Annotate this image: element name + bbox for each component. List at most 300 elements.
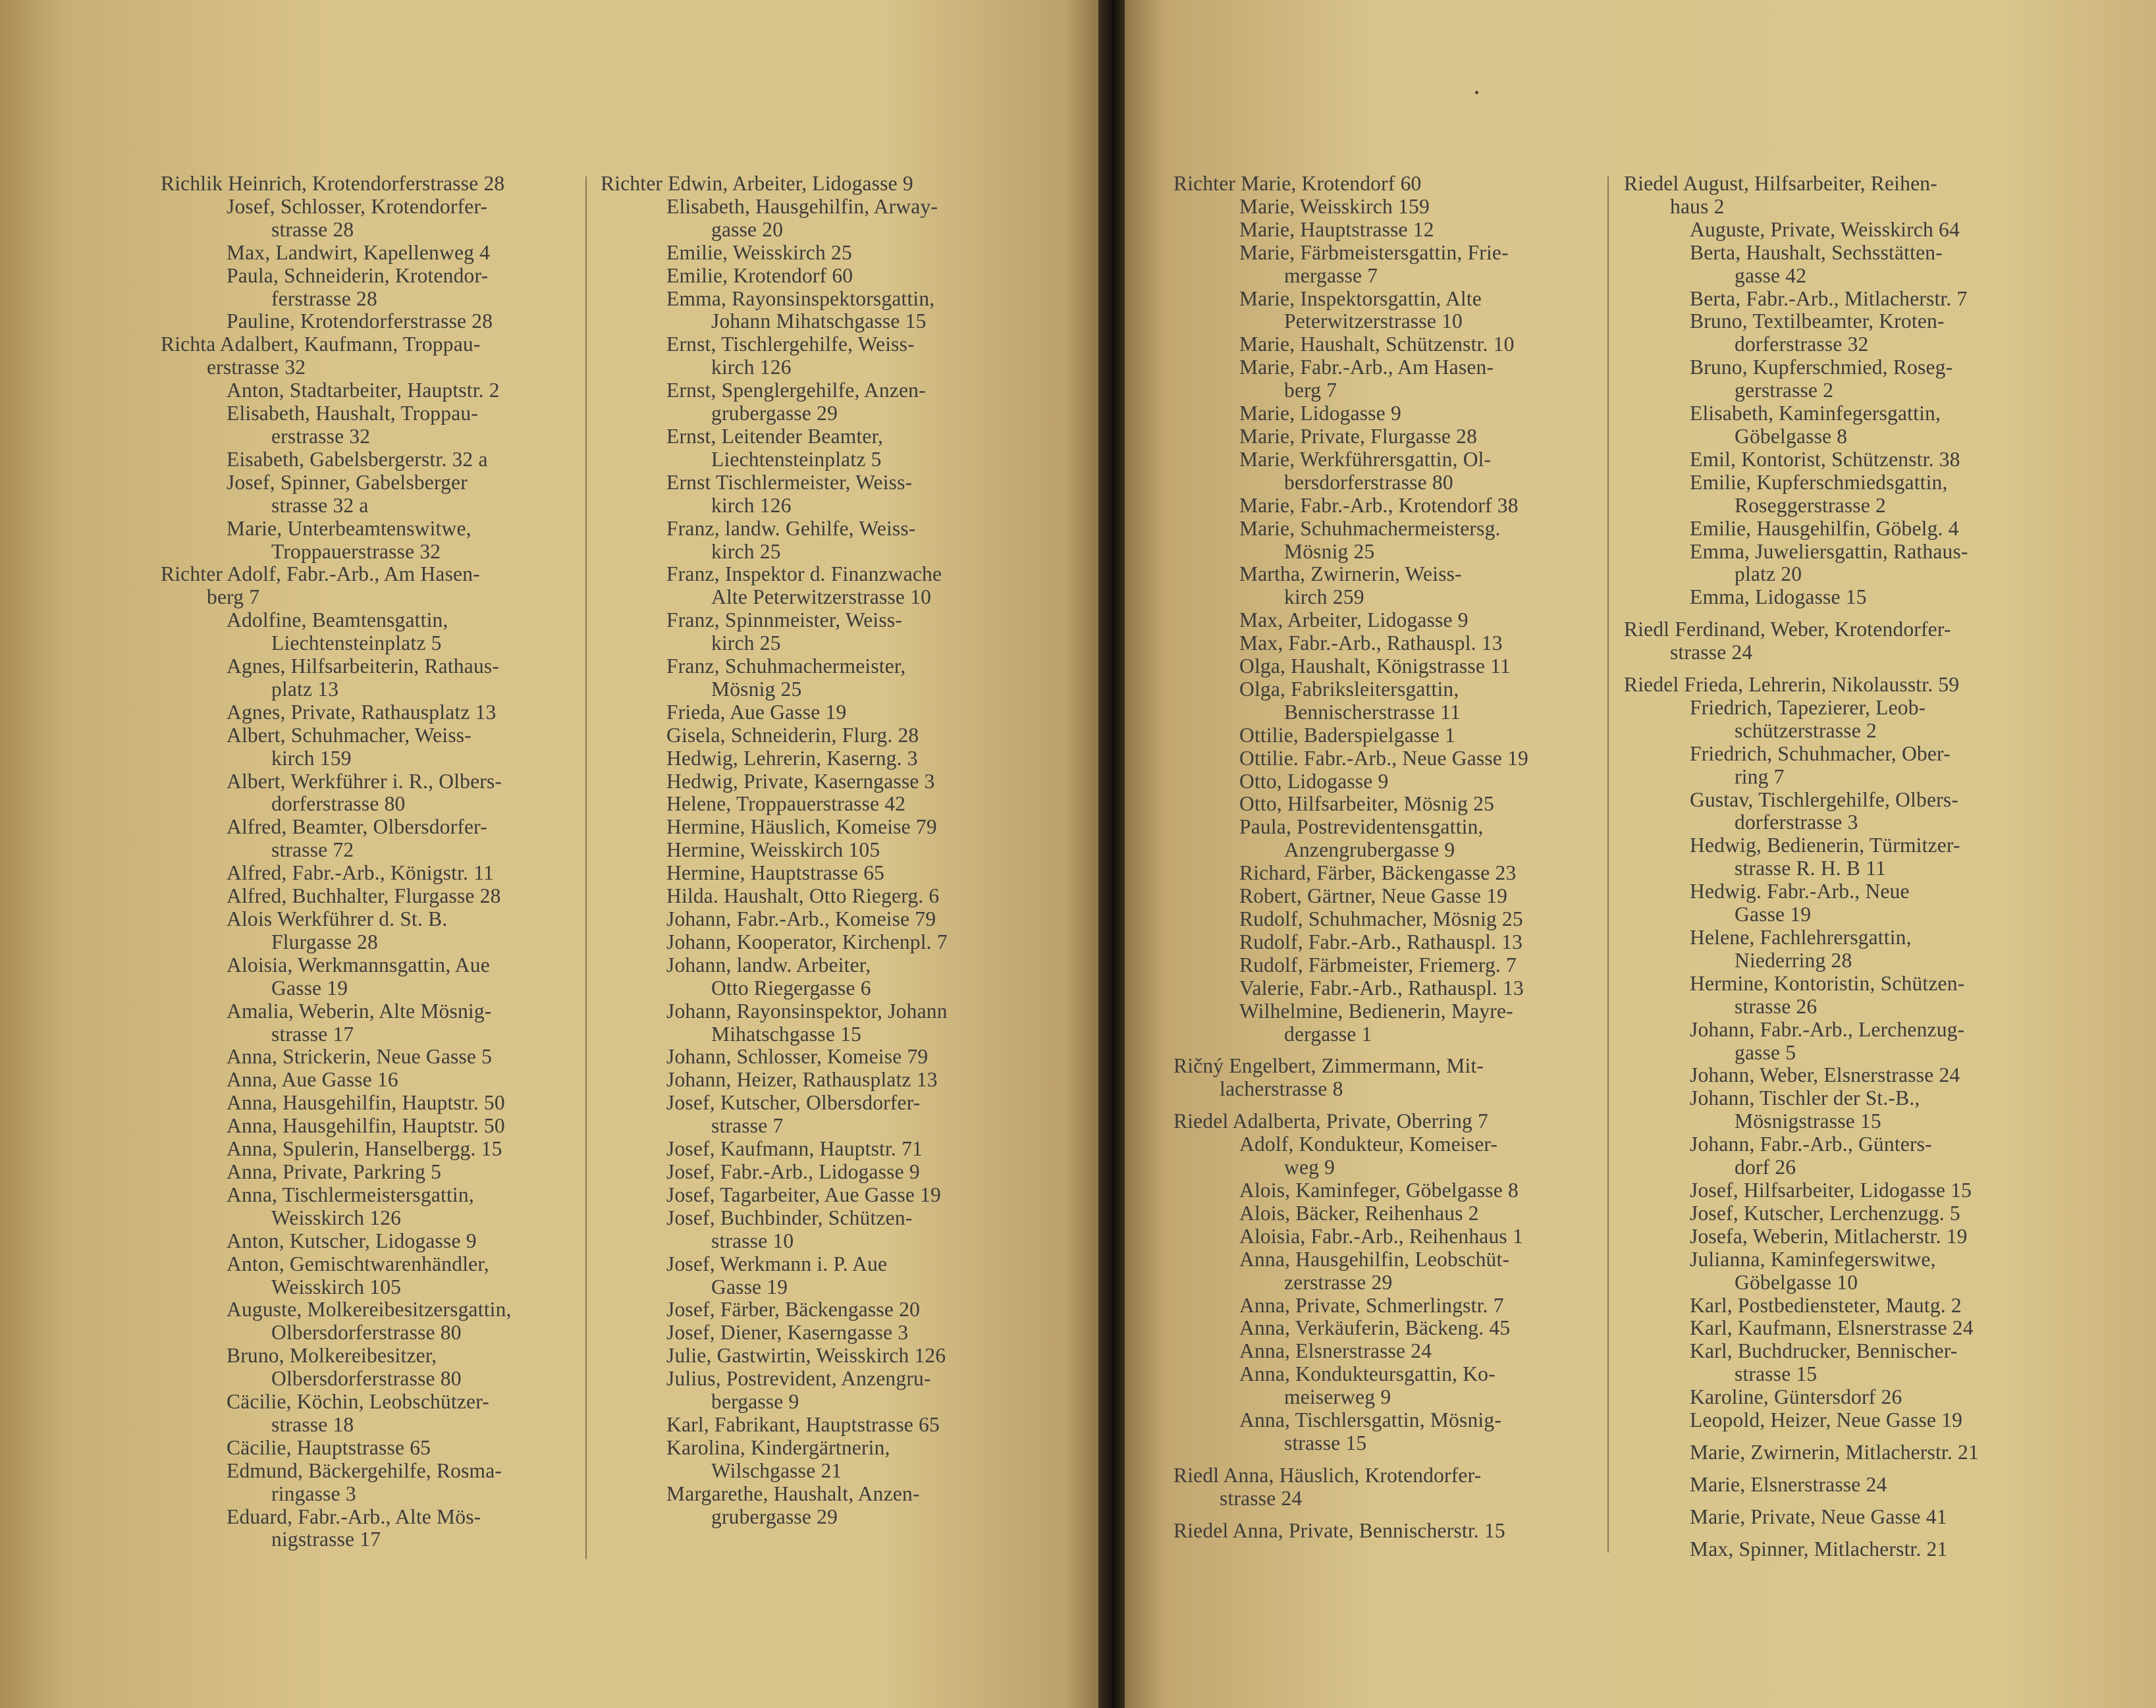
directory-entry-surname xyxy=(1624,173,2045,219)
directory-entry xyxy=(601,333,1032,379)
entry-line: Anton, Stadtarbeiter, Hauptstr. 2 xyxy=(227,379,500,402)
directory-entry xyxy=(601,518,1032,564)
entry-continuation: strasse 32 a xyxy=(271,493,369,517)
entry-line: Marie, Inspektorsgattin, Alte xyxy=(1239,286,1482,310)
directory-entry xyxy=(161,196,582,242)
directory-entry xyxy=(1173,448,1595,494)
entry-line: Olga, Fabriksleitersgattin, xyxy=(1239,677,1459,701)
entry-line: Richard, Färber, Bäckengasse 23 xyxy=(1239,861,1517,885)
directory-entry xyxy=(601,1092,1032,1138)
directory-entry xyxy=(161,1460,582,1506)
directory-entry xyxy=(161,379,582,402)
directory-entry xyxy=(161,1138,582,1161)
entry-line: Rudolf, Schuhmacher, Mösnig 25 xyxy=(1239,907,1523,930)
entry-line: Josef, Diener, Kaserngasse 3 xyxy=(666,1321,909,1345)
directory-entry xyxy=(1173,288,1595,334)
entry-continuation: gasse 20 xyxy=(711,217,784,241)
entry-continuation: Otto Riegergasse 6 xyxy=(711,976,871,1000)
entry-continuation: meiserweg 9 xyxy=(1284,1385,1391,1409)
entry-line: Max, Landwirt, Kapellenweg 4 xyxy=(227,240,491,264)
entry-line: Anna, Tischlermeistersgattin, xyxy=(227,1183,474,1206)
entry-continuation: Peterwitzerstrasse 10 xyxy=(1284,309,1463,333)
entry-line: Josef, Kutscher, Lerchenzugg. 5 xyxy=(1690,1201,1960,1225)
entry-line: Johann, Heizer, Rathausplatz 13 xyxy=(666,1068,938,1092)
entry-line: Julie, Gastwirtin, Weisskirch 126 xyxy=(666,1344,946,1368)
directory-entry xyxy=(1173,1294,1595,1318)
entry-continuation: kirch 25 xyxy=(711,631,781,655)
entry-continuation: strasse 10 xyxy=(711,1229,794,1252)
directory-entry xyxy=(601,563,1032,609)
directory-entry xyxy=(601,701,1032,724)
entry-line: Riedel Frieda, Lehrerin, Nikolausstr. 59 xyxy=(1624,673,1960,697)
entry-continuation: strasse 18 xyxy=(271,1412,354,1436)
entry-line: Josef, Kutscher, Olbersdorfer- xyxy=(666,1091,921,1115)
directory-entry xyxy=(1173,793,1595,816)
directory-entry xyxy=(1624,1409,2045,1432)
entry-continuation: platz 20 xyxy=(1735,562,1802,586)
entry-line: Richter Edwin, Arbeiter, Lidogasse 9 xyxy=(601,172,913,195)
entry-line: Edmund, Bäckergehilfe, Rosma- xyxy=(227,1458,502,1482)
directory-entry xyxy=(1624,402,2045,448)
directory-entry xyxy=(161,1000,582,1046)
directory-entry xyxy=(161,448,582,471)
directory-entry xyxy=(1624,356,2045,402)
directory-entry xyxy=(601,471,1032,518)
entry-line: Josef, Fabr.-Arb., Lidogasse 9 xyxy=(666,1160,920,1183)
directory-entry xyxy=(1173,862,1595,885)
entry-continuation: grubergasse 29 xyxy=(711,402,838,425)
entry-line: Alfred, Buchhalter, Flurgasse 28 xyxy=(227,884,501,908)
entry-line: Olga, Haushalt, Königstrasse 11 xyxy=(1239,654,1511,678)
entry-line: Riedl Ferdinand, Weber, Krotendorfer- xyxy=(1624,618,1951,641)
entry-line: Leopold, Heizer, Neue Gasse 19 xyxy=(1690,1408,1963,1432)
entry-continuation: erstrasse 32 xyxy=(271,424,371,448)
directory-entry xyxy=(601,724,1032,747)
entry-line: Paula, Schneiderin, Krotendor- xyxy=(227,263,489,287)
entry-continuation: strasse 72 xyxy=(271,838,354,862)
entry-line: Emilie, Kupferschmiedsgattin, xyxy=(1690,470,1948,494)
entry-line: Elisabeth, Haushalt, Troppau- xyxy=(227,402,479,425)
entry-line: Karl, Postbediensteter, Mautg. 2 xyxy=(1690,1293,1962,1317)
entry-continuation: ringasse 3 xyxy=(271,1481,356,1505)
directory-entry xyxy=(161,265,582,311)
entry-line: Wilhelmine, Bedienerin, Mayre- xyxy=(1239,999,1513,1023)
directory-entry xyxy=(1624,586,2045,609)
entry-continuation: Alte Peterwitzerstrasse 10 xyxy=(711,585,932,609)
entry-continuation: platz 13 xyxy=(271,677,339,701)
directory-entry xyxy=(1624,697,2045,743)
entry-line: Richlik Heinrich, Krotendorferstrasse 28 xyxy=(161,172,505,195)
entry-line: Josef, Spinner, Gabelsberger xyxy=(227,470,468,494)
directory-entry xyxy=(161,310,582,333)
directory-entry xyxy=(1624,1340,2045,1386)
directory-entry xyxy=(601,885,1032,908)
entry-line: Berta, Fabr.-Arb., Mitlacherstr. 7 xyxy=(1690,286,1968,310)
directory-entry xyxy=(161,1115,582,1138)
directory-entry xyxy=(601,1298,1032,1321)
entry-line: Riedel Adalberta, Private, Oberring 7 xyxy=(1173,1109,1489,1133)
directory-entry xyxy=(1624,1179,2045,1202)
entry-line: Johann, Rayonsinspektor, Johann xyxy=(666,999,948,1023)
entry-line: Albert, Schuhmacher, Weiss- xyxy=(227,723,472,747)
entry-line: Hermine, Kontoristin, Schützen- xyxy=(1690,971,1965,995)
directory-entry-surname xyxy=(1173,1464,1595,1510)
entry-continuation: Bennischerstrasse 11 xyxy=(1284,700,1461,724)
entry-line: Emil, Kontorist, Schützenstr. 38 xyxy=(1690,447,1960,471)
entry-line: Johann, landw. Arbeiter, xyxy=(666,953,871,976)
entry-line: Berta, Haushalt, Sechsstätten- xyxy=(1690,240,1943,264)
entry-line: Riedel August, Hilfsarbeiter, Reihen- xyxy=(1624,172,1937,195)
directory-entry xyxy=(161,885,582,908)
entry-continuation: kirch 25 xyxy=(711,539,781,563)
directory-entry xyxy=(1624,973,2045,1019)
directory-entry xyxy=(1173,977,1595,1000)
directory-entry xyxy=(161,1161,582,1184)
entry-line: Emma, Rayonsinspektorsgattin, xyxy=(666,286,935,310)
directory-entry xyxy=(1173,333,1595,356)
directory-entry xyxy=(601,1345,1032,1368)
directory-entry xyxy=(601,1184,1032,1207)
entry-line: Alois, Bäcker, Reihenhaus 2 xyxy=(1239,1201,1479,1225)
entry-continuation: dergasse 1 xyxy=(1284,1022,1372,1046)
entry-line: Franz, landw. Gehilfe, Weiss- xyxy=(666,516,916,540)
entry-continuation: Niederring 28 xyxy=(1735,948,1852,972)
entry-line: Aloisia, Fabr.-Arb., Reihenhaus 1 xyxy=(1239,1224,1523,1248)
directory-entry xyxy=(1624,1087,2045,1133)
directory-entry xyxy=(1624,789,2045,835)
entry-line: Alfred, Beamter, Olbersdorfer- xyxy=(227,815,487,839)
directory-entry xyxy=(1173,931,1595,954)
entry-line: Anna, Tischlersgattin, Mösnig- xyxy=(1239,1408,1502,1432)
directory-entry xyxy=(601,954,1032,1000)
entry-line: Josef, Kaufmann, Hauptstr. 71 xyxy=(666,1137,923,1161)
directory-entry xyxy=(161,701,582,724)
directory-entry xyxy=(1173,518,1595,564)
directory-entry xyxy=(1624,1064,2045,1087)
directory-entry xyxy=(1173,402,1595,425)
entry-line: Julianna, Kaminfegerswitwe, xyxy=(1690,1247,1936,1271)
entry-line: Hedwig, Lehrerin, Kaserng. 3 xyxy=(666,746,918,770)
directory-entry xyxy=(1173,494,1595,518)
directory-entry xyxy=(1173,1225,1595,1248)
directory-entry xyxy=(161,1345,582,1391)
directory-entry xyxy=(1173,196,1595,219)
entry-continuation: strasse R. H. B 11 xyxy=(1735,857,1886,880)
entry-continuation: dorferstrasse 32 xyxy=(1735,333,1869,356)
directory-entry xyxy=(1624,471,2045,518)
entry-line: Hermine, Weisskirch 105 xyxy=(666,838,880,862)
entry-line: Josef, Buchbinder, Schützen- xyxy=(666,1206,913,1229)
entry-continuation: nigstrasse 17 xyxy=(271,1528,381,1551)
entry-line: Josef, Werkmann i. P. Aue xyxy=(666,1252,888,1275)
entry-line: Josefa, Weberin, Mitlacherstr. 19 xyxy=(1690,1224,1968,1248)
entry-continuation: Wilschgasse 21 xyxy=(711,1458,842,1482)
directory-entry xyxy=(1624,288,2045,311)
directory-entry xyxy=(601,747,1032,770)
directory-entry xyxy=(1173,356,1595,402)
directory-entry xyxy=(1173,425,1595,448)
entry-line: Franz, Inspektor d. Finanzwache xyxy=(666,562,942,586)
entry-line: Marie, Lidogasse 9 xyxy=(1239,402,1401,425)
entry-continuation: erstrasse 32 xyxy=(207,356,306,379)
entry-line: Valerie, Fabr.-Arb., Rathauspl. 13 xyxy=(1239,976,1524,1000)
entry-line: Marie, Zwirnerin, Mitlacherstr. 21 xyxy=(1690,1440,1979,1464)
entry-line: Adolfine, Beamtensgattin, xyxy=(227,608,448,632)
entry-line: Hermine, Hauptstrasse 65 xyxy=(666,861,885,885)
column-divider-left xyxy=(585,176,587,1559)
entry-line: Karolina, Kindergärtnerin, xyxy=(666,1435,890,1459)
directory-entry xyxy=(601,609,1032,655)
entry-line: Friedrich, Schuhmacher, Ober- xyxy=(1690,741,1951,765)
directory-entry xyxy=(161,242,582,265)
entry-continuation: dorferstrasse 3 xyxy=(1735,811,1858,834)
directory-column-1 xyxy=(161,173,582,1551)
directory-entry xyxy=(161,770,582,816)
directory-entry xyxy=(161,1230,582,1253)
entry-continuation: Weisskirch 105 xyxy=(271,1275,402,1298)
entry-line: Bruno, Molkereibesitzer, xyxy=(227,1344,437,1368)
directory-entry xyxy=(1173,1202,1595,1225)
column-divider-right xyxy=(1607,176,1609,1553)
directory-entry xyxy=(1173,219,1595,242)
entry-line: Johann, Fabr.-Arb., Günters- xyxy=(1690,1133,1932,1156)
entry-line: Franz, Schuhmachermeister, xyxy=(666,654,906,678)
entry-line: Adolf, Kondukteur, Komeiser- xyxy=(1239,1133,1498,1156)
entry-continuation: haus 2 xyxy=(1670,194,1725,218)
directory-entry xyxy=(1624,518,2045,541)
directory-entry xyxy=(601,196,1032,242)
directory-entry xyxy=(601,839,1032,862)
directory-entry xyxy=(1624,219,2045,242)
directory-entry xyxy=(161,1046,582,1069)
entry-line: Auguste, Molkereibesitzersgattin, xyxy=(227,1298,512,1321)
directory-entry xyxy=(1173,563,1595,609)
entry-line: Cäcilie, Hauptstrasse 65 xyxy=(227,1435,431,1459)
entry-continuation: strasse 15 xyxy=(1735,1362,1818,1386)
directory-entry xyxy=(161,1506,582,1552)
entry-line: Johann, Tischler der St.-B., xyxy=(1690,1086,1920,1110)
directory-entry-surname xyxy=(1624,618,2045,664)
directory-entry xyxy=(1173,770,1595,793)
directory-entry xyxy=(1624,1386,2045,1409)
entry-line: Cäcilie, Köchin, Leobschützer- xyxy=(227,1390,489,1414)
directory-entry xyxy=(1624,1248,2045,1294)
directory-entry xyxy=(1173,1340,1595,1363)
directory-entry xyxy=(1624,1474,2045,1497)
entry-line: Agnes, Hilfsarbeiterin, Rathaus- xyxy=(227,654,500,678)
directory-column-2 xyxy=(601,173,1032,1528)
entry-line: Anton, Kutscher, Lidogasse 9 xyxy=(227,1229,477,1252)
entry-continuation: bergasse 9 xyxy=(711,1390,799,1414)
entry-line: Max, Arbeiter, Lidogasse 9 xyxy=(1239,608,1469,632)
entry-continuation: Olbersdorferstrasse 80 xyxy=(271,1367,462,1391)
directory-entry-surname xyxy=(1624,674,2045,697)
entry-continuation: Olbersdorferstrasse 80 xyxy=(271,1321,462,1345)
entry-continuation: Liechtensteinplatz 5 xyxy=(711,447,882,471)
directory-entry xyxy=(161,402,582,448)
directory-entry xyxy=(1624,1202,2045,1225)
directory-entry xyxy=(601,1414,1032,1437)
entry-continuation: Mösnig 25 xyxy=(1284,539,1375,563)
directory-entry xyxy=(161,1391,582,1437)
entry-line: Marie, Hauptstrasse 12 xyxy=(1239,217,1434,241)
entry-line: Anna, Verkäuferin, Bäckeng. 45 xyxy=(1239,1316,1511,1340)
entry-continuation: ring 7 xyxy=(1735,764,1785,788)
entry-continuation: strasse 26 xyxy=(1735,994,1818,1018)
directory-entry xyxy=(601,1321,1032,1345)
entry-line: Gisela, Schneiderin, Flurg. 28 xyxy=(666,723,919,747)
entry-line: Anna, Private, Schmerlingstr. 7 xyxy=(1239,1293,1504,1317)
entry-line: Rudolf, Fabr.-Arb., Rathauspl. 13 xyxy=(1239,930,1523,953)
directory-entry xyxy=(601,770,1032,793)
entry-line: Gustav, Tischlergehilfe, Olbers- xyxy=(1690,787,1958,811)
entry-line: Emilie, Krotendorf 60 xyxy=(666,263,853,287)
directory-entry xyxy=(1173,655,1595,678)
directory-entry xyxy=(601,1253,1032,1299)
entry-continuation: kirch 259 xyxy=(1284,585,1364,609)
directory-entry xyxy=(1624,310,2045,356)
entry-continuation: berg 7 xyxy=(207,585,260,609)
entry-continuation: strasse 28 xyxy=(271,217,354,241)
directory-entry xyxy=(1624,1133,2045,1179)
entry-line: Anna, Aue Gasse 16 xyxy=(227,1068,398,1092)
entry-line: Paula, Postrevidentensgattin, xyxy=(1239,815,1484,839)
directory-entry xyxy=(1173,1133,1595,1179)
directory-entry xyxy=(601,1161,1032,1184)
entry-line: Albert, Werkführer i. R., Olbers- xyxy=(227,769,502,793)
entry-line: Hedwig, Private, Kaserngasse 3 xyxy=(666,769,935,793)
entry-line: Elisabeth, Hausgehilfin, Arway- xyxy=(666,194,938,218)
directory-entry xyxy=(161,1069,582,1092)
directory-entry xyxy=(1173,816,1595,862)
entry-line: Ričný Engelbert, Zimmermann, Mit- xyxy=(1173,1054,1484,1078)
entry-line: Marie, Haushalt, Schützenstr. 10 xyxy=(1239,333,1515,356)
entry-line: Alois Werkführer d. St. B. xyxy=(227,907,448,930)
entry-line: Richter Adolf, Fabr.-Arb., Am Hasen- xyxy=(161,562,480,586)
directory-entry xyxy=(601,1046,1032,1069)
directory-entry-surname xyxy=(1173,1055,1595,1101)
directory-entry xyxy=(161,518,582,564)
entry-line: Otto, Lidogasse 9 xyxy=(1239,769,1389,793)
entry-line: Marie, Elsnerstrasse 24 xyxy=(1690,1472,1887,1496)
directory-entry-surname xyxy=(1173,1520,1595,1543)
entry-line: Riedl Anna, Häuslich, Krotendorfer- xyxy=(1173,1463,1482,1487)
entry-line: Ernst, Spenglergehilfe, Anzen- xyxy=(666,379,926,402)
entry-line: Anna, Kondukteursgattin, Ko- xyxy=(1239,1362,1496,1386)
directory-entry xyxy=(1173,1409,1595,1455)
entry-line: Otto, Hilfsarbeiter, Mösnig 25 xyxy=(1239,792,1495,816)
directory-entry xyxy=(1173,1179,1595,1202)
entry-line: Ernst Tischlermeister, Weiss- xyxy=(666,470,913,494)
entry-line: Anna, Strickerin, Neue Gasse 5 xyxy=(227,1045,493,1069)
entry-continuation: schützerstrasse 2 xyxy=(1735,718,1877,742)
entry-line: Robert, Gärtner, Neue Gasse 19 xyxy=(1239,884,1508,908)
entry-continuation: Liechtensteinplatz 5 xyxy=(271,631,442,655)
book-gutter xyxy=(1098,0,1125,1708)
directory-entry xyxy=(161,609,582,655)
directory-entry xyxy=(601,1368,1032,1414)
entry-line: Rudolf, Färbmeister, Friemerg. 7 xyxy=(1239,953,1517,976)
directory-entry xyxy=(1173,1363,1595,1409)
entry-line: Max, Spinner, Mitlacherstr. 21 xyxy=(1690,1537,1948,1561)
entry-line: Anna, Hausgehilfin, Leobschüt- xyxy=(1239,1247,1510,1271)
entry-line: Margarethe, Haushalt, Anzen- xyxy=(666,1481,920,1505)
entry-line: Marie, Färbmeistersgattin, Frie- xyxy=(1239,240,1509,264)
entry-line: Emilie, Weisskirch 25 xyxy=(666,240,852,264)
entry-continuation: bersdorferstrasse 80 xyxy=(1284,470,1453,494)
entry-line: Ottilie. Fabr.-Arb., Neue Gasse 19 xyxy=(1239,746,1528,770)
entry-line: Anna, Spulerin, Hanselbergg. 15 xyxy=(227,1137,502,1161)
directory-entry xyxy=(601,1138,1032,1161)
entry-line: Helene, Troppauerstrasse 42 xyxy=(666,792,906,816)
entry-line: Johann, Fabr.-Arb., Komeise 79 xyxy=(666,907,936,930)
entry-line: Emma, Lidogasse 15 xyxy=(1690,585,1867,609)
directory-entry xyxy=(1624,834,2045,880)
entry-continuation: strasse 7 xyxy=(711,1114,784,1138)
directory-entry xyxy=(161,816,582,862)
entry-line: Emma, Juweliersgattin, Rathaus- xyxy=(1690,539,1968,563)
entry-line: Ernst, Leitender Beamter, xyxy=(666,424,884,448)
directory-entry xyxy=(601,908,1032,931)
entry-line: Pauline, Krotendorferstrasse 28 xyxy=(227,309,493,333)
directory-entry-surname xyxy=(1173,1110,1595,1133)
directory-entry xyxy=(1624,1317,2045,1340)
directory-entry xyxy=(601,425,1032,471)
entry-continuation: kirch 126 xyxy=(711,356,792,379)
directory-entry xyxy=(1173,1248,1595,1294)
entry-continuation: Flurgasse 28 xyxy=(271,930,378,953)
entry-line: Anna, Hausgehilfin, Hauptstr. 50 xyxy=(227,1091,505,1115)
entry-line: Emilie, Hausgehilfin, Göbelg. 4 xyxy=(1690,516,1959,540)
entry-line: Max, Fabr.-Arb., Rathauspl. 13 xyxy=(1239,631,1503,655)
directory-entry-surname xyxy=(1173,173,1595,196)
directory-entry xyxy=(161,908,582,954)
entry-continuation: strasse 24 xyxy=(1670,641,1753,664)
entry-line: Josef, Tagarbeiter, Aue Gasse 19 xyxy=(666,1183,941,1206)
entry-line: Karl, Fabrikant, Hauptstrasse 65 xyxy=(666,1412,940,1436)
directory-entry xyxy=(161,1253,582,1299)
entry-continuation: gasse 5 xyxy=(1735,1040,1796,1064)
entry-line: Amalia, Weberin, Alte Mösnig- xyxy=(227,999,492,1023)
entry-line: Aloisia, Werkmannsgattin, Aue xyxy=(227,953,490,976)
directory-entry xyxy=(601,1437,1032,1483)
directory-entry xyxy=(1624,448,2045,471)
entry-line: Eisabeth, Gabelsbergerstr. 32 a xyxy=(227,447,488,471)
directory-entry xyxy=(601,862,1032,885)
entry-line: Elisabeth, Kaminfegersgattin, xyxy=(1690,402,1941,425)
directory-entry xyxy=(601,1069,1032,1092)
entry-continuation: zerstrasse 29 xyxy=(1284,1270,1393,1294)
directory-entry xyxy=(161,954,582,1000)
directory-entry xyxy=(601,265,1032,288)
entry-continuation: kirch 159 xyxy=(271,746,352,770)
entry-continuation: Anzengrubergasse 9 xyxy=(1284,838,1455,862)
entry-line: Franz, Spinnmeister, Weiss- xyxy=(666,608,902,632)
entry-line: Helene, Fachlehrersgattin, xyxy=(1690,926,1912,949)
directory-entry xyxy=(601,655,1032,701)
entry-line: Hedwig. Fabr.-Arb., Neue xyxy=(1690,880,1910,903)
entry-line: Karoline, Güntersdorf 26 xyxy=(1690,1385,1902,1409)
directory-entry xyxy=(1624,242,2045,288)
directory-entry xyxy=(1173,632,1595,655)
entry-continuation: gasse 42 xyxy=(1735,263,1807,287)
entry-line: Johann, Weber, Elsnerstrasse 24 xyxy=(1690,1063,1960,1087)
directory-entry xyxy=(1624,1294,2045,1318)
entry-continuation: Göbelgasse 10 xyxy=(1735,1270,1858,1294)
entry-line: Anna, Private, Parkring 5 xyxy=(227,1160,442,1183)
entry-line: Marie, Private, Flurgasse 28 xyxy=(1239,424,1478,448)
directory-entry xyxy=(161,655,582,701)
